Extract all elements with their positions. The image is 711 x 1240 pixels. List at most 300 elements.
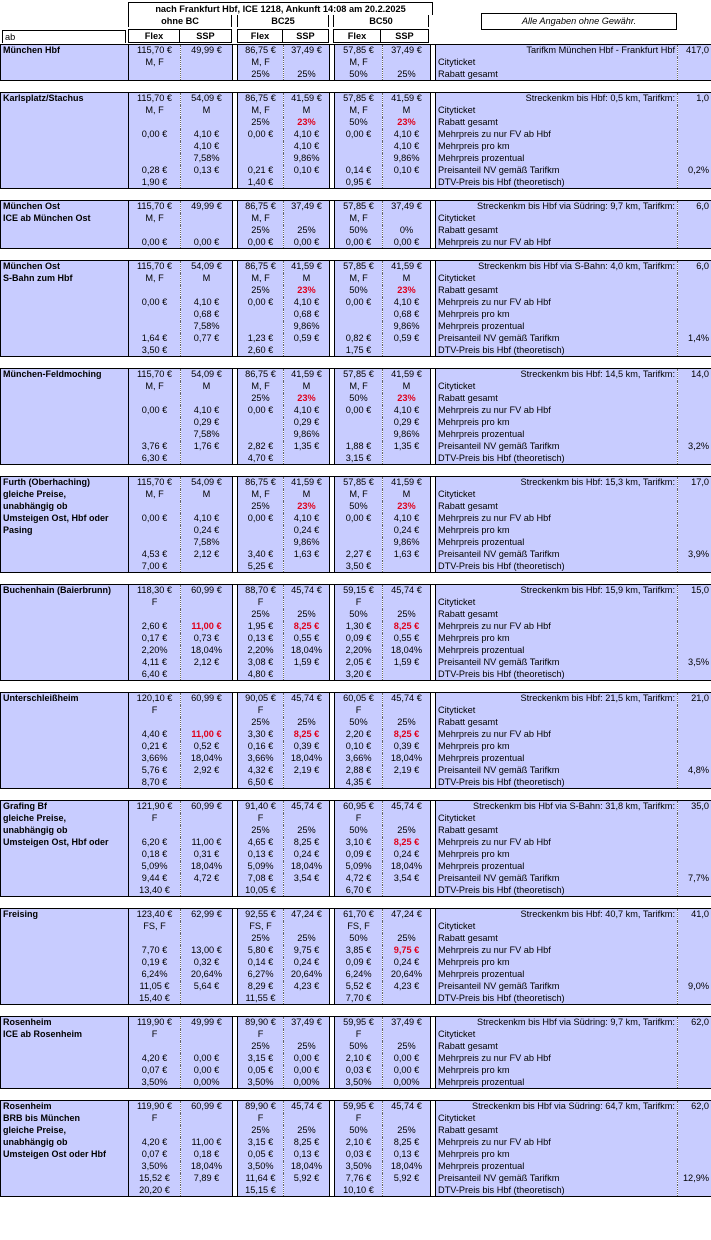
fare-cell: 0,24 € [383, 849, 431, 861]
fare-cell: 120,10 € [129, 693, 181, 705]
fare-cell: 45,74 € [284, 801, 330, 813]
table-row [1, 621, 711, 633]
row-extra [678, 1113, 711, 1125]
fare-cell: 54,09 € [181, 93, 233, 105]
row-extra [678, 153, 711, 165]
fare-cell: 7,58% [181, 429, 233, 441]
station-label: ICE ab Rosenheim [1, 1029, 129, 1041]
station-label: Freising [1, 909, 129, 921]
row-label: Cityticket [436, 105, 678, 117]
row-label: Streckenkm bis Hbf: 15,9 km, Tarifkm: [436, 585, 678, 597]
table-row [1, 969, 711, 981]
row-extra [678, 1161, 711, 1173]
fare-cell: M [383, 105, 431, 117]
fare-cell: 121,90 € [129, 801, 181, 813]
fare-cell: 0,00% [181, 1077, 233, 1089]
fare-cell: 0,00 € [383, 1065, 431, 1077]
fare-cell: 0,21 € [238, 165, 284, 177]
station-label: unabhängig ob [1, 501, 129, 513]
fare-cell: 60,99 € [181, 585, 233, 597]
row-extra [678, 645, 711, 657]
fare-cell: 41,59 € [284, 369, 330, 381]
fare-cell [335, 153, 383, 165]
row-label: Cityticket [436, 57, 678, 69]
group-ohne-bc: ohne BC [128, 15, 232, 27]
row-extra [678, 525, 711, 537]
fare-cell: 0,00 € [335, 513, 383, 525]
row-label: Rabatt gesamt [436, 69, 678, 81]
fare-cell: 4,20 € [129, 1137, 181, 1149]
fare-cell: 2,10 € [335, 1053, 383, 1065]
station-label [1, 429, 129, 441]
fare-cell: 0,00 € [129, 405, 181, 417]
row-label: Mehrpreis zu nur FV ab Hbf [436, 1137, 678, 1149]
table-row [1, 1137, 711, 1149]
row-label: Streckenkm bis Hbf via S-Bahn: 31,8 km, Tarifkm: [436, 801, 678, 813]
fare-cell: F [129, 705, 181, 717]
station-label [1, 633, 129, 645]
fare-cell: 50% [335, 501, 383, 513]
fare-cell [284, 705, 330, 717]
table-row [1, 381, 711, 393]
fare-cell: 11,64 € [238, 1173, 284, 1185]
table-row [1, 729, 711, 741]
row-label: Mehrpreis pro km [436, 1149, 678, 1161]
fare-cell: 2,12 € [181, 657, 233, 669]
fare-cell: M, F [335, 381, 383, 393]
fare-cell: M, F [335, 57, 383, 69]
fare-cell [181, 717, 233, 729]
fare-cell [383, 705, 431, 717]
station-label [1, 969, 129, 981]
fare-cell [181, 993, 233, 1005]
fare-cell [383, 597, 431, 609]
col-ab-label: ab [2, 30, 126, 43]
fare-cell: M, F [335, 105, 383, 117]
table-row [1, 513, 711, 525]
row-extra [678, 633, 711, 645]
fare-cell: 7,58% [181, 537, 233, 549]
fare-cell: 0,24 € [284, 525, 330, 537]
fare-cell: 59,95 € [335, 1101, 383, 1113]
fare-cell [335, 537, 383, 549]
fare-cell [284, 561, 330, 573]
fare-cell: 0,00 € [335, 405, 383, 417]
row-label: Mehrpreis pro km [436, 525, 678, 537]
fare-cell: 25% [383, 933, 431, 945]
fare-cell: 2,10 € [335, 1137, 383, 1149]
fare-cell: 3,08 € [238, 657, 284, 669]
table-row [1, 1125, 711, 1137]
row-label: Streckenkm bis Hbf via Südring: 9,7 km, Tarifkm: [436, 201, 678, 213]
fare-cell [383, 57, 431, 69]
fare-cell: 54,09 € [181, 369, 233, 381]
fare-cell: 50% [335, 933, 383, 945]
fare-cell [181, 777, 233, 789]
row-label: Mehrpreis zu nur FV ab Hbf [436, 237, 678, 249]
table-row [1, 645, 711, 657]
fare-cell: 3,20 € [335, 669, 383, 681]
row-label: Rabatt gesamt [436, 933, 678, 945]
row-label: Cityticket [436, 213, 678, 225]
fare-cell: 37,49 € [383, 201, 431, 213]
fare-cell: 0,82 € [335, 333, 383, 345]
fare-cell: 6,70 € [335, 885, 383, 897]
fare-cell [238, 153, 284, 165]
fare-cell [383, 921, 431, 933]
fare-cell [335, 417, 383, 429]
fare-cell: 11,00 € [181, 837, 233, 849]
row-extra [678, 537, 711, 549]
fare-cell: 15,15 € [238, 1185, 284, 1197]
row-label: Rabatt gesamt [436, 609, 678, 621]
fare-cell: 3,66% [238, 753, 284, 765]
row-label: Mehrpreis prozentual [436, 321, 678, 333]
fare-cell: 47,24 € [284, 909, 330, 921]
fare-cell: 0,95 € [335, 177, 383, 189]
fare-cell: 0,29 € [181, 417, 233, 429]
separator-cell [1, 789, 711, 801]
fare-cell: 25% [238, 825, 284, 837]
row-extra [678, 1125, 711, 1137]
fare-cell: M [284, 105, 330, 117]
fare-cell: 25% [238, 1125, 284, 1137]
fare-cell: 9,86% [383, 153, 431, 165]
table-row [1, 993, 711, 1005]
fare-cell: 0,18 € [129, 849, 181, 861]
station-label [1, 933, 129, 945]
fare-cell: 3,54 € [284, 873, 330, 885]
fare-cell: 0,00% [383, 1077, 431, 1089]
row-extra [678, 849, 711, 861]
block-separator [1, 81, 711, 93]
row-extra [678, 861, 711, 873]
fare-cell: 8,29 € [238, 981, 284, 993]
fare-cell: 90,05 € [238, 693, 284, 705]
fare-cell [129, 417, 181, 429]
row-label: Streckenkm bis Hbf via Südring: 9,7 km, Tarifkm: [436, 1017, 678, 1029]
fare-cell: 45,74 € [284, 585, 330, 597]
fare-cell: 25% [238, 225, 284, 237]
row-extra [678, 1029, 711, 1041]
fare-cell: 89,90 € [238, 1101, 284, 1113]
fare-cell: 6,24% [335, 969, 383, 981]
fare-cell: 86,75 € [238, 93, 284, 105]
fare-cell [238, 309, 284, 321]
station-label [1, 957, 129, 969]
fare-cell: 1,76 € [181, 441, 233, 453]
fare-cell: M [181, 273, 233, 285]
fare-cell: 2,60 € [129, 621, 181, 633]
table-row [1, 933, 711, 945]
row-extra [678, 969, 711, 981]
fare-cell: 6,27% [238, 969, 284, 981]
station-label [1, 141, 129, 153]
fare-cell: 0,13 € [284, 1149, 330, 1161]
table-row [1, 849, 711, 861]
fare-cell: 60,99 € [181, 801, 233, 813]
row-label: Mehrpreis prozentual [436, 153, 678, 165]
fare-cell: 9,86% [284, 537, 330, 549]
block-separator [1, 1005, 711, 1017]
fare-cell: 23% [284, 117, 330, 129]
fare-cell [129, 501, 181, 513]
fare-cell: 4,23 € [383, 981, 431, 993]
fare-cell: 3,15 € [238, 1137, 284, 1149]
station-label: ICE ab München Ost [1, 213, 129, 225]
station-label [1, 741, 129, 753]
fare-cell [383, 177, 431, 189]
fare-cell: 4,53 € [129, 549, 181, 561]
station-label: München Ost [1, 261, 129, 273]
fare-cell: M, F [129, 273, 181, 285]
table-row [1, 213, 711, 225]
fare-cell: 115,70 € [129, 201, 181, 213]
fare-cell [181, 1185, 233, 1197]
table-row [1, 765, 711, 777]
row-extra [678, 405, 711, 417]
row-extra [678, 273, 711, 285]
fare-cell: 0,00 € [129, 129, 181, 141]
fare-cell: 0,73 € [181, 633, 233, 645]
row-label: Streckenkm bis Hbf via S-Bahn: 4,0 km, Tarifkm: [436, 261, 678, 273]
fare-cell: 11,55 € [238, 993, 284, 1005]
station-label [1, 381, 129, 393]
row-extra [678, 621, 711, 633]
fare-cell: 1,59 € [383, 657, 431, 669]
station-label: Umsteigen Ost oder Hbf [1, 1149, 129, 1161]
row-label: Mehrpreis prozentual [436, 1161, 678, 1173]
fare-cell: 119,90 € [129, 1101, 181, 1113]
fare-cell: 4,10 € [383, 513, 431, 525]
fare-cell: 8,25 € [383, 1137, 431, 1149]
fare-cell: 4,80 € [238, 669, 284, 681]
fare-cell: F [238, 705, 284, 717]
row-label: Mehrpreis pro km [436, 417, 678, 429]
fare-cell [181, 825, 233, 837]
fare-cell: 60,99 € [181, 1101, 233, 1113]
fare-cell: 0,14 € [335, 165, 383, 177]
fare-cell: 8,25 € [383, 621, 431, 633]
table-row [1, 321, 711, 333]
fare-cell: 0,10 € [284, 165, 330, 177]
fare-cell: F [335, 597, 383, 609]
fare-cell: 5,64 € [181, 981, 233, 993]
fare-cell: 0,07 € [129, 1149, 181, 1161]
fare-cell: 25% [284, 1041, 330, 1053]
row-label: Cityticket [436, 1029, 678, 1041]
fare-cell: 15,52 € [129, 1173, 181, 1185]
station-label [1, 441, 129, 453]
table-row [1, 873, 711, 885]
table-row [1, 477, 711, 489]
table-row [1, 297, 711, 309]
row-extra [678, 453, 711, 465]
table-row [1, 825, 711, 837]
row-extra [678, 753, 711, 765]
fare-cell [129, 309, 181, 321]
station-label [1, 561, 129, 573]
station-label: Rosenheim [1, 1101, 129, 1113]
fare-cell: M, F [129, 489, 181, 501]
fare-cell: 0,00 € [129, 237, 181, 249]
fare-cell: 4,10 € [181, 513, 233, 525]
separator-cell [1, 681, 711, 693]
row-label: DTV-Preis bis Hbf (theoretisch) [436, 561, 678, 573]
fare-cell: 0,16 € [238, 741, 284, 753]
fare-cell: 50% [335, 825, 383, 837]
fare-cell: 0,24 € [284, 957, 330, 969]
block-separator [1, 897, 711, 909]
fare-cell: 0,68 € [181, 309, 233, 321]
sub-ssp-2: SSP [282, 29, 329, 43]
table-row [1, 345, 711, 357]
fare-cell: 2,20% [129, 645, 181, 657]
fare-cell [129, 321, 181, 333]
row-label: Mehrpreis zu nur FV ab Hbf [436, 129, 678, 141]
fare-cell: 4,10 € [383, 141, 431, 153]
fare-cell: 25% [284, 717, 330, 729]
station-label: BRB bis München [1, 1113, 129, 1125]
fare-cell [129, 225, 181, 237]
fare-cell [181, 1113, 233, 1125]
fare-cell: 0,29 € [284, 417, 330, 429]
fare-cell: 6,50 € [238, 777, 284, 789]
row-label: Preisanteil NV gemäß Tarifkm [436, 549, 678, 561]
fare-cell: M, F [238, 273, 284, 285]
row-extra: 3,5% [678, 657, 711, 669]
fare-cell: 3,50% [129, 1077, 181, 1089]
fare-cell: 9,86% [383, 537, 431, 549]
fare-cell: 5,52 € [335, 981, 383, 993]
fare-cell: 2,20 € [335, 729, 383, 741]
row-extra [678, 237, 711, 249]
fare-cell [284, 813, 330, 825]
table-row [1, 417, 711, 429]
table-row [1, 225, 711, 237]
row-label: Mehrpreis zu nur FV ab Hbf [436, 513, 678, 525]
fare-cell: 3,15 € [238, 1053, 284, 1065]
fare-cell: M [383, 273, 431, 285]
fare-cell [181, 117, 233, 129]
table-row [1, 1173, 711, 1185]
fare-cell: 3,66% [335, 753, 383, 765]
fare-cell: 0,59 € [284, 333, 330, 345]
row-label: Mehrpreis pro km [436, 1065, 678, 1077]
fare-cell: 9,75 € [383, 945, 431, 957]
row-label: Mehrpreis prozentual [436, 1077, 678, 1089]
table-row [1, 1101, 711, 1113]
fare-cell: 3,85 € [335, 945, 383, 957]
fare-cell [383, 1185, 431, 1197]
fare-cell: 0,09 € [335, 633, 383, 645]
table-row [1, 981, 711, 993]
station-label [1, 225, 129, 237]
station-label [1, 321, 129, 333]
table-row [1, 201, 711, 213]
row-label: DTV-Preis bis Hbf (theoretisch) [436, 1185, 678, 1197]
fare-cell: 4,10 € [181, 405, 233, 417]
row-label: Preisanteil NV gemäß Tarifkm [436, 765, 678, 777]
row-label: Preisanteil NV gemäß Tarifkm [436, 333, 678, 345]
fare-cell: 1,75 € [335, 345, 383, 357]
fare-cell: 2,88 € [335, 765, 383, 777]
fare-cell: 7,58% [181, 153, 233, 165]
fare-cell [129, 393, 181, 405]
fare-cell: M [284, 273, 330, 285]
fare-cell: 25% [284, 225, 330, 237]
fare-cell: 3,50% [335, 1077, 383, 1089]
fare-cell: 11,00 € [181, 729, 233, 741]
fare-cell: M, F [335, 489, 383, 501]
fare-cell: 0,13 € [181, 165, 233, 177]
table-row [1, 657, 711, 669]
row-extra [678, 213, 711, 225]
fare-cell: 86,75 € [238, 201, 284, 213]
fare-cell [284, 177, 330, 189]
fare-cell [129, 69, 181, 81]
fare-cell: 41,59 € [284, 261, 330, 273]
fare-cell: 4,10 € [284, 297, 330, 309]
fare-cell: F [129, 813, 181, 825]
fare-cell: F [335, 1029, 383, 1041]
station-label: Umsteigen Ost, Hbf oder [1, 837, 129, 849]
station-label [1, 237, 129, 249]
row-extra [678, 57, 711, 69]
fare-cell: M [181, 105, 233, 117]
fare-cell: 4,10 € [284, 405, 330, 417]
fare-cell: 0,00 € [181, 237, 233, 249]
fare-cell: 2,82 € [238, 441, 284, 453]
row-extra [678, 1077, 711, 1089]
row-extra [678, 609, 711, 621]
row-extra [678, 741, 711, 753]
station-label [1, 69, 129, 81]
fare-cell [181, 453, 233, 465]
fare-cell: 6,20 € [129, 837, 181, 849]
fare-cell: 92,55 € [238, 909, 284, 921]
fare-cell: 25% [284, 825, 330, 837]
station-label [1, 705, 129, 717]
fare-cell: 25% [284, 609, 330, 621]
row-label: Rabatt gesamt [436, 285, 678, 297]
fare-cell: 0,00 € [238, 405, 284, 417]
fare-cell: 3,50% [129, 1161, 181, 1173]
fare-cell [383, 993, 431, 1005]
table-header [0, 0, 711, 44]
row-label: Preisanteil NV gemäß Tarifkm [436, 981, 678, 993]
fare-cell: 1,95 € [238, 621, 284, 633]
row-label: DTV-Preis bis Hbf (theoretisch) [436, 669, 678, 681]
table-row [1, 117, 711, 129]
fare-cell: 13,40 € [129, 885, 181, 897]
fare-cell [284, 1029, 330, 1041]
fare-cell: 2,05 € [335, 657, 383, 669]
fare-cell: 37,49 € [284, 1017, 330, 1029]
table-row [1, 777, 711, 789]
fare-cell: 41,59 € [383, 93, 431, 105]
station-label [1, 345, 129, 357]
table-row [1, 141, 711, 153]
fare-cell [238, 537, 284, 549]
fare-cell [181, 1029, 233, 1041]
row-extra: 3,2% [678, 441, 711, 453]
table-row [1, 597, 711, 609]
fare-cell: 4,20 € [129, 1053, 181, 1065]
row-extra: 35,0 [678, 801, 711, 813]
row-extra: 1,0 [678, 93, 711, 105]
table-row [1, 261, 711, 273]
